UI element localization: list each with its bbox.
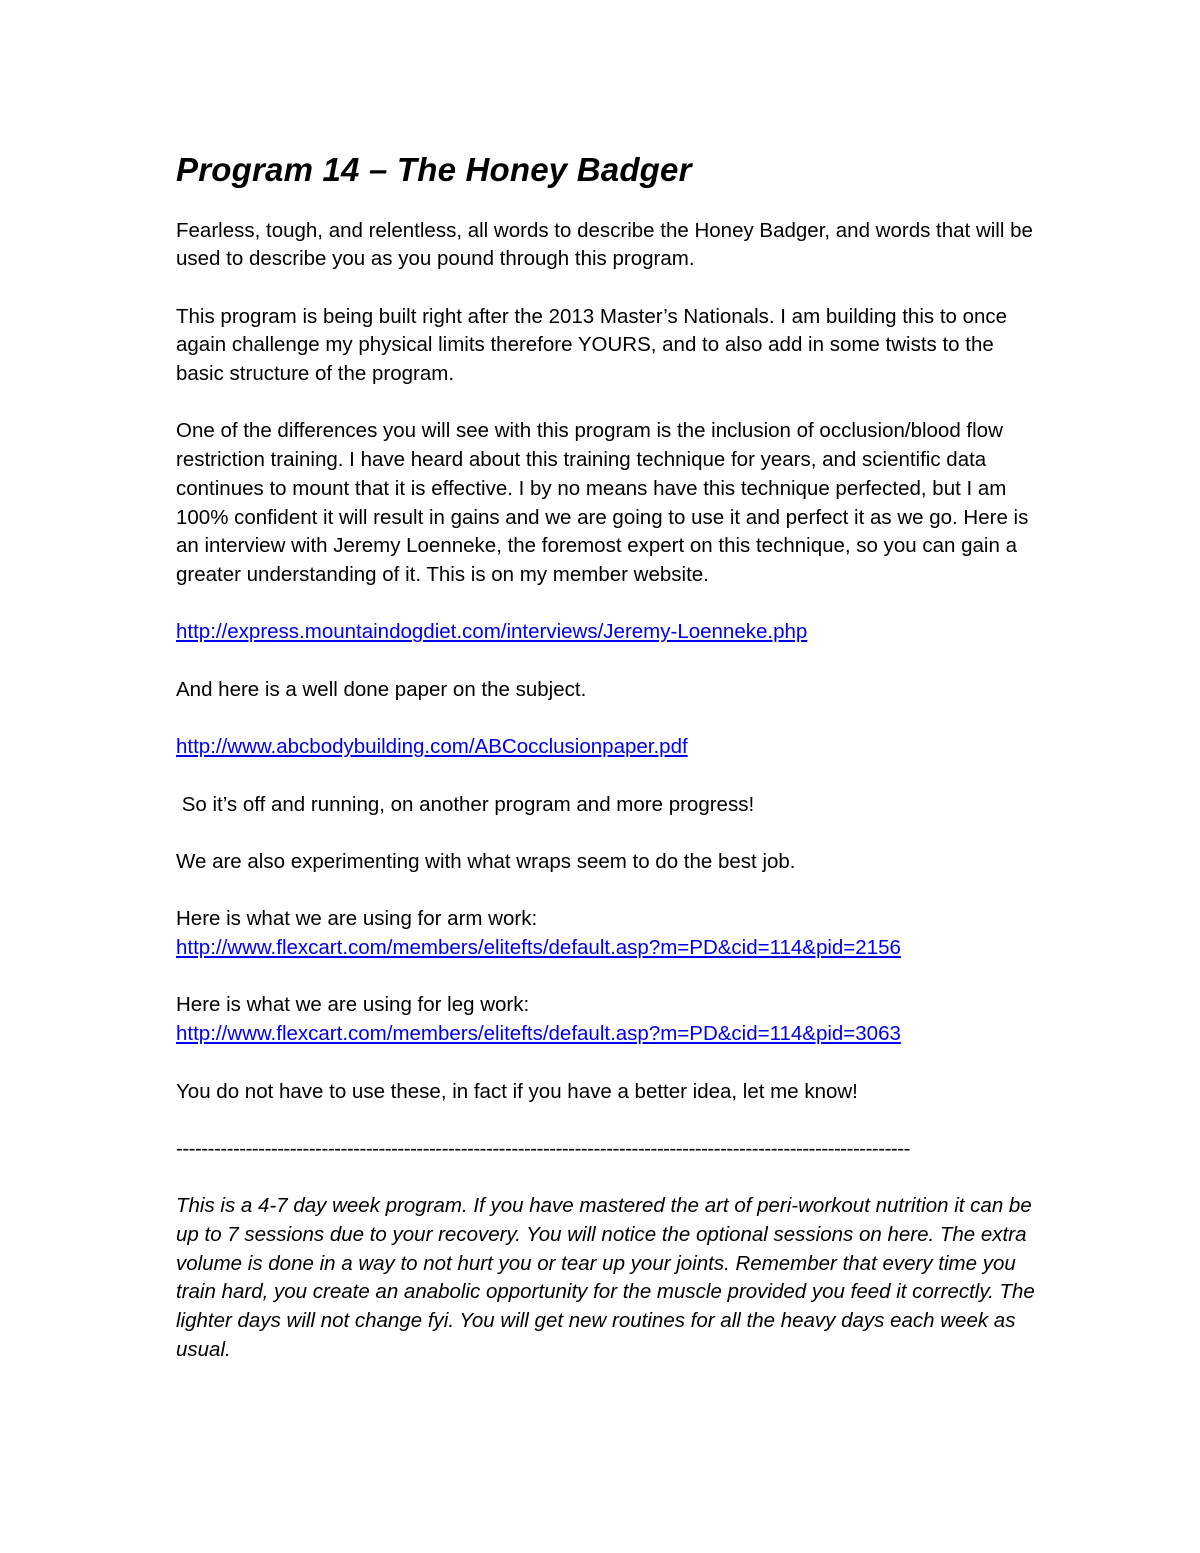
arm-wraps-link[interactable]: http://www.flexcart.com/members/elitefts/default.asp?m=PD&cid=114&pid=2156: [176, 936, 901, 960]
paper-link[interactable]: http://www.abcbodybuilding.com/ABCocclusionpaper.pdf: [176, 735, 688, 759]
schedule-paragraph: This is a 4-7 day week program. If you have mastered the art of peri-workout nutrition it can be up to 7 sessions due to your recovery. You will notice the optional sessions on here. The extra volume is done in a way to not hurt you or tear up your joints. Remember that every time you train hard, you create an anabolic opportunity for the muscle provided you feed it correctly. The lighter days will not change fyi. You will get new routines for all the heavy days each week as usual.: [176, 1194, 1035, 1361]
intro-paragraph: Fearless, tough, and relentless, all words to describe the Honey Badger, and words that will be used to describe you as you pound through this program.: [176, 218, 1033, 271]
arm-work-label: Here is what we are using for arm work:: [176, 907, 538, 931]
arm-link-paragraph: [176, 934, 1036, 963]
dashed-divider: --------------------------------------------------------------------------------------------------------------------: [176, 1136, 910, 1160]
program-built-paragraph: This program is being built right after the 2013 Master’s Nationals. I am building this to once again challenge my physical limits therefore YOURS, and to also add in some twists to the basic structure of the program.: [176, 304, 1008, 386]
running-paragraph: So it’s off and running, on another program and more progress!: [176, 792, 755, 816]
interview-link-paragraph: [176, 618, 1036, 647]
paper-link-paragraph: [176, 733, 1036, 762]
document-page: [176, 150, 1036, 1365]
leg-link-paragraph: [176, 1020, 1036, 1049]
better-idea-paragraph: You do not have to use these, in fact if you have a better idea, let me know!: [176, 1079, 858, 1103]
interview-link[interactable]: http://express.mountaindogdiet.com/interviews/Jeremy-Loenneke.php: [176, 620, 808, 644]
leg-work-label: Here is what we are using for leg work:: [176, 993, 530, 1017]
leg-wraps-link[interactable]: http://www.flexcart.com/members/elitefts/default.asp?m=PD&cid=114&pid=3063: [176, 1022, 901, 1046]
wraps-paragraph: We are also experimenting with what wraps seem to do the best job.: [176, 849, 796, 873]
occlusion-paragraph: One of the differences you will see with this program is the inclusion of occlusion/blood flow restriction training. I have heard about this training technique for years, and scientific data continues to mount that it is effective. I by no means have this technique perfected, but I am 100% confident it will result in gains and we are going to use it and perfect it as we go. Here is an interview with Jeremy Loenneke, the foremost expert on this technique, so you can gain a greater understanding of it. This is on my member website.: [176, 419, 1029, 586]
document-title: Program 14 – The Honey Badger: [176, 151, 692, 188]
paper-paragraph: And here is a well done paper on the subject.: [176, 677, 587, 701]
